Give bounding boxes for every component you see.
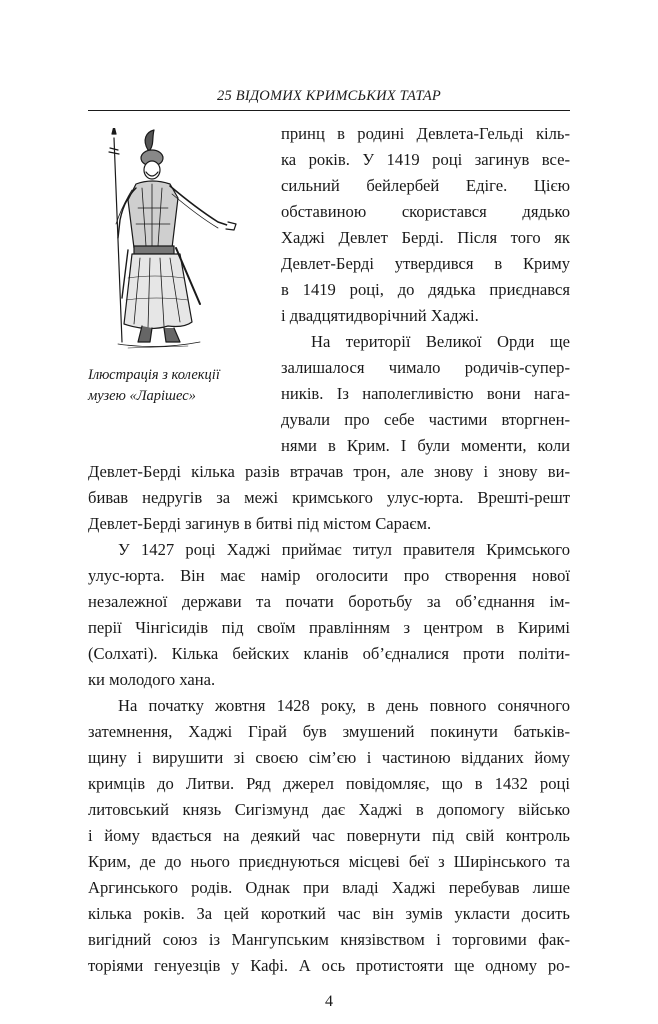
text-line: нями в Крим. І були моменти, коли (281, 436, 570, 455)
text-line: На території Великої Орди ще (311, 332, 570, 351)
text-line: Крим, де до нього приєднуються місцеві беї з Ширінського та (88, 852, 570, 871)
text-line: вигідний союз із Мангупським князівством і торговими фак- (88, 930, 570, 949)
figure (88, 128, 260, 407)
text-line: в 1419 році, до дядька приєднався (281, 280, 570, 299)
text-line: сильний бейлербей Едіге. Цією (281, 176, 570, 195)
text-line: торіями генуезців у Кафі. А ось протистояти ще одному ро- (88, 956, 570, 975)
text-line: кримців до Литви. Ряд джерел повідомляє, що в 1432 році (88, 774, 570, 793)
text-line: принц в родині Девлета-Гельді кіль- (281, 124, 570, 143)
text-line: литовський князь Сигізмунд дає Хаджі в допомогу військо (88, 800, 570, 819)
text-line: обставиною скористався дядько (281, 202, 570, 221)
text-line: залишалося чимало родичів-супер- (281, 358, 570, 377)
text-line: ників. Із наполегливістю вони нага- (281, 384, 570, 403)
text-line: бивав недругів за межі кримського улус-юрта. Врешті-решт (88, 488, 570, 507)
figure-caption (88, 365, 260, 407)
text-line: ки молодого хана. (88, 670, 216, 689)
text-line: Девлет-Берді кілька разів втрачав трон, але знову і знову ви- (88, 462, 570, 481)
text-line: дували про себе частими вторгнен- (281, 410, 570, 429)
text-line: щину і вирушити зі своєю сім’єю і частиною відданих йому (88, 748, 570, 767)
text-line: затемнення, Хаджі Гірай був змушений покинути батьків- (88, 722, 570, 741)
header-rule (88, 110, 570, 111)
text-line: незалежної держави та почати боротьбу за об’єднання ім- (88, 592, 570, 611)
running-header: 25 ВІДОМИХ КРИМСЬКИХ ТАТАР (217, 88, 441, 104)
caption-line: музею «Ларішес» (88, 388, 196, 404)
text-line: Аргинського родів. Однак при владі Хаджі перебував лише (88, 878, 570, 897)
text-line: У 1427 році Хаджі приймає титул правителя Кримського (118, 540, 570, 559)
text-line: Девлет-Берді утвердився в Криму (281, 254, 570, 273)
text-line: і двадцятидворічний Хаджі. (281, 306, 479, 325)
text-line: Девлет-Берді загинув в битві під містом Сараєм. (88, 514, 432, 533)
text-line: і йому вдається на деякий час повернути під свій контроль (88, 826, 570, 845)
text-line: (Солхаті). Кілька бейских кланів об’єдналися проти політи- (88, 644, 570, 663)
text-line: Хаджі Девлет Берді. Після того як (281, 228, 570, 247)
text-line: перії Чінгісидів під своїм правлінням з центром в Киримі (88, 618, 570, 637)
text-line: улус-юрта. Він має намір оголосити про створення нової (88, 566, 570, 585)
text-line: кілька років. За цей короткий час він зумів укласти досить (88, 904, 570, 923)
text-line: На початку жовтня 1428 року, в день повного сонячного (118, 696, 570, 715)
engraved-figure-icon (88, 128, 248, 353)
text-line: ка років. У 1419 році загинув все- (281, 150, 570, 169)
page-number: 4 (325, 993, 333, 1010)
caption-line: Ілюстрація з колекції (88, 367, 220, 383)
